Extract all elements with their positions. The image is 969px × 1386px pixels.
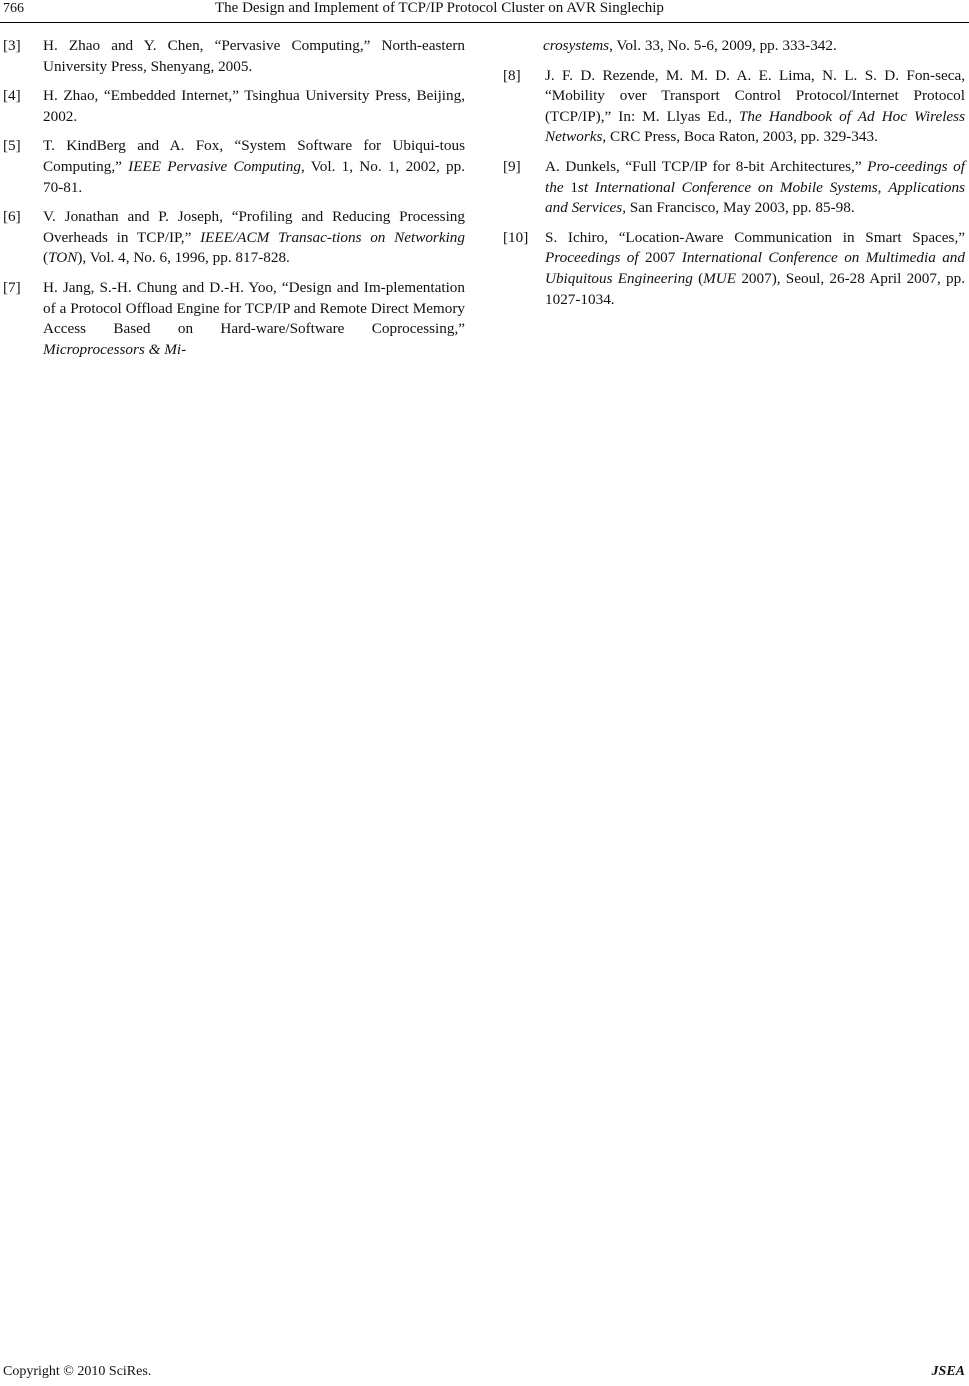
reference-text-segment: , CRC Press, Boca Raton, 2003, pp. 329-343.	[602, 128, 878, 146]
reference-number: [4]	[3, 87, 21, 105]
reference-text-segment: J. F. D. Rezende, M. M. D. A. E. Lima, N. L. S. D. Fon-seca, “Mobility over Transport Control Protocol/Internet Protocol (TCP/IP),” In: M. Llyas Ed.,	[545, 66, 965, 125]
reference-entry	[503, 66, 965, 148]
reference-text	[43, 278, 465, 360]
reference-text-segment: 1	[570, 178, 578, 196]
reference-entry	[503, 228, 965, 310]
reference-italic-segment: IEEE Pervasive Computing	[128, 157, 301, 175]
reference-text	[545, 157, 965, 219]
reference-entry	[503, 157, 965, 219]
reference-text-segment: , Vol. 33, No. 5-6, 2009, pp. 333-342.	[609, 37, 837, 54]
reference-text-segment: ,	[877, 178, 889, 196]
page-header	[0, 0, 969, 23]
reference-text	[545, 228, 965, 310]
reference-text	[43, 86, 465, 127]
references-left-column	[3, 36, 465, 369]
reference-text-segment: V. Jonathan and P. Joseph, “Profiling and Reducing Processing Overheads in TCP/IP,”	[43, 208, 465, 246]
reference-text-segment: (	[692, 269, 704, 287]
reference-text-segment: T. KindBerg and A. Fox, “System Software for Ubiqui-tous Computing,”	[43, 137, 465, 175]
reference-italic-segment: Proceedings of	[545, 249, 645, 267]
reference-italic-segment: Applications and Services	[545, 178, 965, 217]
reference-italic-segment: The Handbook of Ad Hoc Wireless Networks	[545, 107, 965, 146]
reference-italic-segment: crosystems	[543, 37, 610, 54]
reference-text-segment: H. Zhao, “Embedded Internet,” Tsinghua University Press, Beijing, 2002.	[43, 87, 465, 125]
reference-entry	[3, 136, 465, 198]
page-number: 766	[3, 1, 24, 16]
reference-number: [9]	[503, 157, 521, 175]
reference-text-segment: H. Zhao and Y. Chen, “Pervasive Computing,” North-eastern University Press, Shenyang, 2005.	[43, 37, 465, 75]
reference-italic-segment: TON	[48, 249, 78, 267]
reference-text-segment: S. Ichiro, “Location-Aware Communication in Smart Spaces,”	[545, 228, 965, 246]
reference-text	[545, 66, 965, 148]
reference-entry	[3, 86, 465, 127]
reference-text-segment: , San Francisco, May 2003, pp. 85-98.	[622, 199, 855, 217]
copyright-notice: Copyright © 2010 SciRes.	[3, 1364, 152, 1379]
reference-text	[43, 136, 465, 198]
reference-number: [10]	[503, 228, 529, 246]
reference-text-segment: H. Jang, S.-H. Chung and D.-H. Yoo, “Design and Im-plementation of a Protocol Offload Engine for TCP/IP and Remote Direct Memory Access Based on Hard-ware/Software Coprocessing,”	[43, 278, 465, 338]
reference-entry	[3, 207, 465, 269]
reference-entry	[3, 36, 465, 77]
reference-number: [8]	[503, 66, 521, 84]
reference-text-segment: ), Vol. 4, No. 6, 1996, pp. 817-828.	[77, 249, 290, 267]
reference-italic-segment: Microprocessors & Mi-	[43, 340, 187, 358]
reference-italic-segment: International Conference on Multimedia and Ubiquitous Engineering	[545, 249, 965, 287]
reference-italic-segment: IEEE/ACM Transac-tions on Networking	[200, 228, 465, 246]
running-title: The Design and Implement of TCP/IP Protocol Cluster on AVR Singlechip	[215, 0, 664, 16]
reference-number: [5]	[3, 137, 21, 155]
reference-text-segment: 2007), Seoul, 26-28 April 2007, pp. 1027-1034.	[545, 269, 965, 308]
journal-abbreviation: JSEA	[931, 1364, 965, 1379]
reference-text-segment: 2007	[644, 249, 682, 267]
reference-number: [7]	[3, 278, 21, 296]
reference-continuation	[503, 36, 965, 57]
reference-text-segment: , Vol. 1, No. 1, 2002, pp. 70-81.	[43, 157, 465, 196]
reference-number: [3]	[3, 37, 21, 54]
reference-text-segment: A. Dunkels, “Full TCP/IP for 8-bit Architectures,”	[545, 157, 868, 175]
reference-italic-segment: MUE	[703, 269, 737, 287]
reference-text	[43, 36, 465, 77]
reference-text-segment: (	[43, 249, 49, 267]
reference-italic-segment: Pro-ceedings of the	[545, 157, 965, 196]
reference-entry	[3, 278, 465, 360]
reference-number: [6]	[3, 208, 21, 226]
reference-text	[43, 207, 465, 269]
reference-italic-segment: st International Conference on Mobile Systems	[577, 178, 878, 196]
references-right-column	[503, 36, 965, 319]
